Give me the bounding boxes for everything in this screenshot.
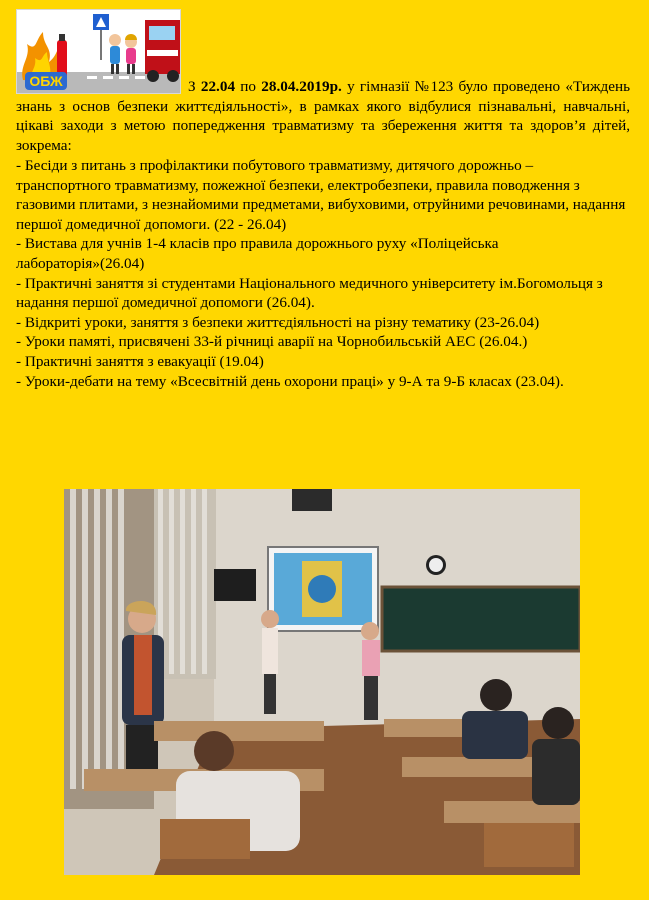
classroom-photo-image: [64, 489, 580, 875]
list-item: - Відкриті уроки, заняття з безпеки життєдіяльності на різну тематику (23-26.04): [16, 313, 540, 331]
list-item: - Практичні заняття зі студентами Національного медичного університету ім.Богомольця з надання першої домедичної допомоги (26.04).: [16, 274, 603, 312]
intro-date-to: 28.04.2019р.: [261, 78, 342, 95]
list-item: - Вистава для учнів 1-4 класів про правила дорожнього руху «Поліцейська лабораторія»(26.04): [16, 235, 499, 272]
intro-paragraph: [16, 77, 630, 155]
classroom-photo: [64, 489, 580, 875]
list-item: - Уроки памяті, присвячені 33-й річниці аварії на Чорнобильській АЕС (26.04.): [16, 333, 528, 351]
logo-text: ОБЖ: [29, 73, 63, 89]
intro-rest: у гімназії №123 було проведено «Тиждень знань з основ безпеки життєдіяльності», в рамках якого відбулися пізнавальні, навчальні, цікаві заходи з метою попередження травматизму та збереження життя та здоров’я дітей, зокрема:: [16, 78, 630, 154]
intro-mid: по: [235, 78, 262, 95]
intro-date-from: 22.04: [200, 78, 236, 95]
event-list: [16, 156, 630, 391]
intro-prefix: З: [188, 78, 201, 95]
list-item: - Практичні заняття з евакуації (19.04): [16, 352, 264, 370]
list-item: - Уроки-дебати на тему «Всесвітній день охорони праці» у 9-А та 9-Б класах (23.04).: [16, 372, 564, 390]
list-item: - Бесіди з питань з профілактики побутового травматизму, дитячого дорожньо – транспортного травматизму, пожежної безпеки, електробезпеки, правила поводження з газовими плитами, з незнайомими предметами, вибуховими, отруйними речовинами, надання першої домедичної допомоги. (22 - 26.04): [16, 157, 626, 233]
